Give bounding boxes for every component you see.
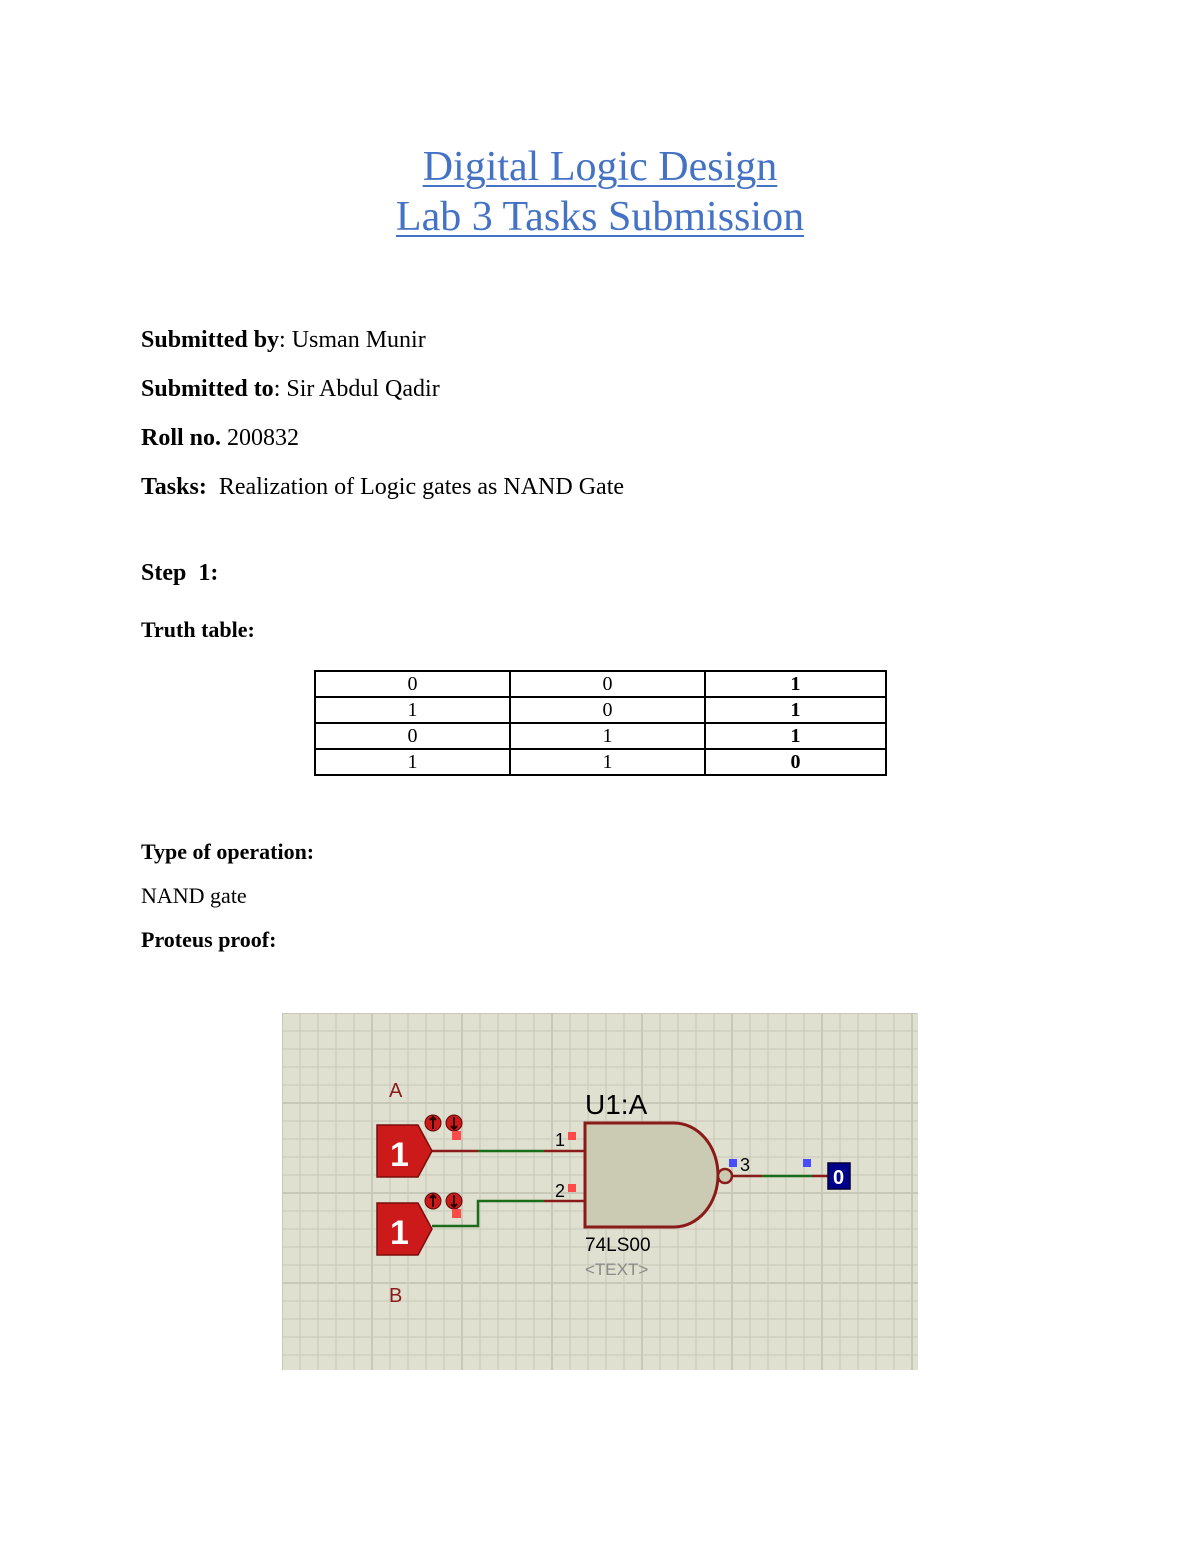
step-heading: Step 1: xyxy=(141,560,219,586)
probe-pin-marker xyxy=(803,1159,811,1167)
submitted-by-value: : Usman Munir xyxy=(279,327,426,353)
submitted-by-label: Submitted by xyxy=(141,327,280,353)
roll-no-label: Roll no. xyxy=(141,425,222,451)
operation-label: Type of operation: xyxy=(141,839,315,864)
truth-table-cell: 0 xyxy=(705,749,886,775)
document-title: Digital Logic Design xyxy=(422,144,778,190)
tasks-value: Realization of Logic gates as NAND Gate xyxy=(206,474,625,500)
truth-table-cell: 1 xyxy=(315,697,510,723)
truth-table-row xyxy=(315,749,886,775)
truth-table-cell: 0 xyxy=(315,723,510,749)
truth-table-cell: 0 xyxy=(315,671,510,697)
truth-table-row xyxy=(315,697,886,723)
roll-no-value: 200832 xyxy=(221,425,300,451)
logic-input-a-state: 1 xyxy=(390,1136,409,1174)
pin2-marker xyxy=(568,1184,576,1192)
submitted-to-value: : Sir Abdul Qadir xyxy=(273,376,440,402)
submitted-by-line xyxy=(141,327,426,354)
truth-table xyxy=(314,670,887,776)
input-a-label: A xyxy=(389,1080,403,1102)
tasks-label: Tasks: xyxy=(141,474,207,500)
document-subtitle: Lab 3 Tasks Submission xyxy=(395,194,805,240)
nand-bubble xyxy=(718,1169,732,1183)
truth-table-cell: 1 xyxy=(510,749,705,775)
pin3-label: 3 xyxy=(740,1155,751,1175)
truth-table-label: Truth table: xyxy=(141,617,255,642)
truth-table-cell: 0 xyxy=(510,697,705,723)
gate-text-placeholder: <TEXT> xyxy=(585,1260,649,1279)
pin1-marker xyxy=(568,1132,576,1140)
truth-table-cell: 1 xyxy=(705,697,886,723)
gate-part-number: 74LS00 xyxy=(585,1235,651,1256)
pin2-label: 2 xyxy=(555,1181,566,1201)
proteus-proof-label: Proteus proof: xyxy=(141,927,277,952)
truth-table-cell: 1 xyxy=(315,749,510,775)
pin3-marker xyxy=(729,1159,737,1167)
truth-table-row xyxy=(315,671,886,697)
submitted-to-label: Submitted to xyxy=(141,376,274,402)
input-b-label: B xyxy=(389,1285,403,1307)
roll-no-line xyxy=(141,425,299,452)
logic-probe-state: 0 xyxy=(833,1167,845,1189)
gate-reference: U1:A xyxy=(585,1089,648,1120)
pin-marker-b xyxy=(452,1209,461,1218)
logic-input-b-state: 1 xyxy=(390,1214,409,1252)
logic-probe[interactable] xyxy=(828,1163,850,1189)
operation-value: NAND gate xyxy=(141,883,247,908)
pin1-label: 1 xyxy=(555,1130,566,1150)
nand-gate-body[interactable] xyxy=(585,1123,718,1227)
pin-marker-a xyxy=(452,1131,461,1140)
submitted-to-line xyxy=(141,376,440,403)
proteus-schematic xyxy=(282,1013,918,1370)
truth-table-cell: 1 xyxy=(510,723,705,749)
tasks-line xyxy=(141,474,624,501)
truth-table-cell: 1 xyxy=(705,671,886,697)
truth-table-row xyxy=(315,723,886,749)
truth-table-cell: 0 xyxy=(510,671,705,697)
truth-table-cell: 1 xyxy=(705,723,886,749)
